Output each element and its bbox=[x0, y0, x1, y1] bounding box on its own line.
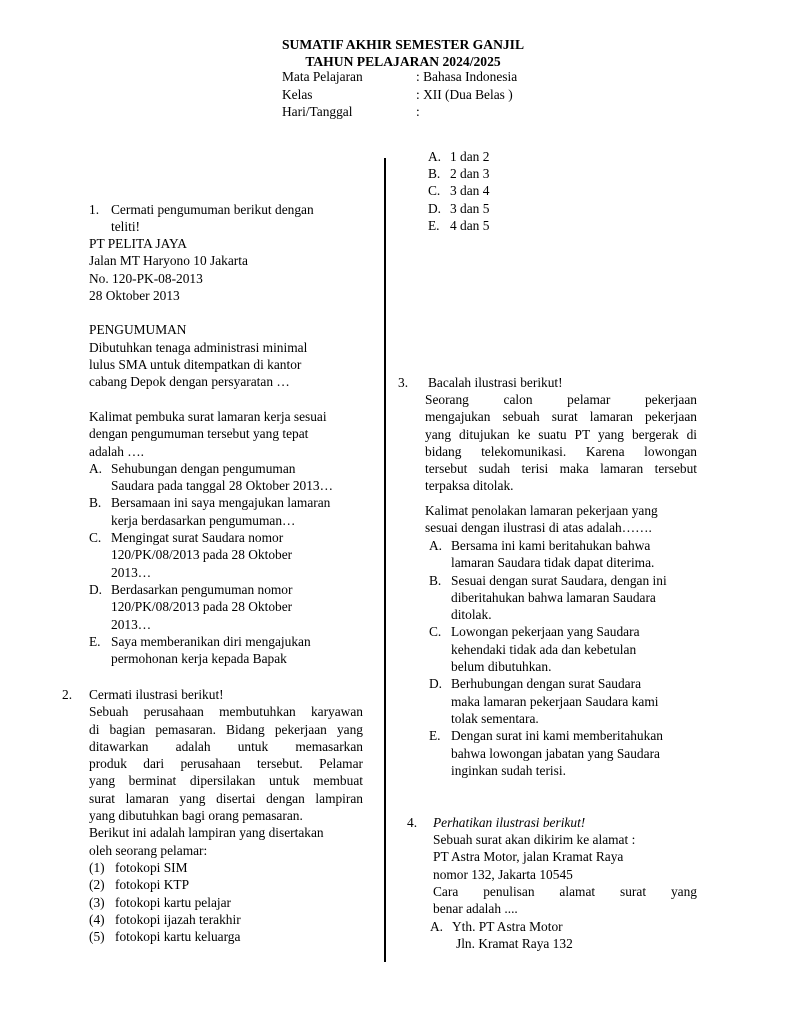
letter-company: PT PELITA JAYA bbox=[89, 236, 187, 251]
option-text: 120/PK/08/2013 pada 28 Oktober bbox=[111, 599, 293, 615]
body-line: oleh seorang pelamar: bbox=[89, 842, 208, 858]
attachment-item bbox=[89, 894, 363, 911]
option-text: kehendaki tidak ada dan kebetulan bbox=[451, 641, 637, 657]
option-c[interactable] bbox=[429, 623, 709, 675]
question-line: Kalimat pembuka surat lamaran kerja sesuai bbox=[89, 408, 327, 424]
question-3-question bbox=[425, 502, 705, 537]
question-line: Kalimat penolakan lamaran pekerjaan yang bbox=[425, 503, 658, 518]
meta-label: Kelas bbox=[282, 87, 313, 102]
option-text: Yth. PT Astra Motor bbox=[452, 919, 563, 934]
prompt-line: teliti! bbox=[111, 219, 141, 235]
body-line: terpaksa ditolak. bbox=[425, 478, 514, 494]
body-line: mengajukan sebuah surat lamaran pekerjaan bbox=[425, 409, 697, 425]
question-2-body bbox=[89, 686, 363, 945]
attachment-text: fotokopi kartu pelajar bbox=[115, 894, 232, 910]
option-c[interactable] bbox=[428, 182, 489, 199]
question-1-prompt bbox=[111, 201, 314, 236]
body-line: produk dari perusahaan tersebut. Pelamar bbox=[89, 756, 363, 772]
attachment-item bbox=[89, 928, 363, 945]
option-text: bahwa lowongan jabatan yang Saudara bbox=[451, 745, 660, 761]
attachment-key: (5) bbox=[89, 929, 105, 945]
option-a[interactable] bbox=[428, 148, 489, 165]
option-b[interactable] bbox=[89, 494, 363, 529]
meta-label: Mata Pelajaran bbox=[282, 69, 363, 84]
letter-number: No. 120-PK-08-2013 bbox=[89, 270, 203, 286]
option-text: Berhubungan dengan surat Saudara bbox=[451, 676, 642, 692]
option-d[interactable] bbox=[429, 675, 709, 727]
body-line: bidang telekomunikasi. Karena lowongan bbox=[425, 443, 697, 459]
body-line: yang dibutuhkan bagi orang pemasaran. bbox=[89, 808, 303, 824]
option-key: C. bbox=[429, 624, 442, 640]
option-key: B. bbox=[428, 166, 441, 181]
option-key: E. bbox=[89, 633, 101, 649]
option-key: D. bbox=[428, 200, 442, 216]
option-text: lamaran Saudara tidak dapat diterima. bbox=[451, 555, 655, 571]
attachment-key: (3) bbox=[89, 894, 105, 910]
question-2-options bbox=[428, 148, 489, 234]
option-text: ditolak. bbox=[451, 607, 492, 623]
option-key: A. bbox=[89, 460, 103, 476]
body-line: tersebut sudah terisi maka lamaran tersebut bbox=[425, 461, 697, 477]
question-3-body bbox=[425, 391, 697, 495]
option-text: 3 dan 4 bbox=[450, 183, 490, 199]
option-a[interactable] bbox=[429, 537, 709, 572]
body-line: PT Astra Motor, jalan Kramat Raya bbox=[433, 849, 624, 865]
question-4-body bbox=[433, 831, 697, 917]
meta-value: : XII (Dua Belas ) bbox=[416, 87, 513, 102]
meta-value: : bbox=[416, 104, 420, 119]
option-text: 1 dan 2 bbox=[450, 148, 490, 164]
question-4-prompt: Perhatikan ilustrasi berikut! bbox=[433, 815, 586, 830]
option-b[interactable] bbox=[429, 572, 709, 624]
academic-year: TAHUN PELAJARAN 2024/2025 bbox=[305, 54, 501, 69]
option-text: 3 dan 5 bbox=[450, 200, 490, 216]
question-line: benar adalah .... bbox=[433, 901, 518, 917]
option-e[interactable] bbox=[89, 633, 363, 668]
attachment-key: (4) bbox=[89, 911, 105, 927]
option-text: diberitahukan bahwa lamaran Saudara bbox=[451, 589, 656, 605]
question-2-number: 2. bbox=[62, 687, 73, 702]
letter-address: Jalan MT Haryono 10 Jakarta bbox=[89, 253, 248, 269]
body-line: Sebuah surat akan dikirim ke alamat : bbox=[433, 832, 636, 847]
option-key: A. bbox=[429, 538, 443, 553]
option-text: kerja berdasarkan pengumuman… bbox=[111, 512, 296, 528]
option-text: 120/PK/08/2013 pada 28 Oktober bbox=[111, 547, 293, 563]
exam-title: SUMATIF AKHIR SEMESTER GANJIL bbox=[281, 37, 525, 52]
body-line: yang berminat dipersilakan untuk membuat bbox=[89, 773, 363, 789]
option-c[interactable] bbox=[89, 529, 363, 581]
option-key: A. bbox=[428, 148, 442, 164]
option-key: D. bbox=[429, 676, 443, 692]
option-text: 2 dan 3 bbox=[450, 166, 490, 181]
option-b[interactable] bbox=[428, 165, 489, 182]
option-key: B. bbox=[89, 495, 102, 511]
option-text: Sehubungan dengan pengumuman bbox=[111, 460, 296, 476]
option-d[interactable] bbox=[89, 581, 363, 633]
column-divider bbox=[384, 158, 386, 962]
letter-date: 28 Oktober 2013 bbox=[89, 287, 180, 303]
question-4-number: 4. bbox=[407, 815, 418, 830]
question-1-number: 1. bbox=[89, 202, 100, 217]
option-key: B. bbox=[429, 572, 442, 588]
attachment-text: fotokopi ijazah terakhir bbox=[115, 911, 241, 927]
question-3-options bbox=[429, 537, 709, 779]
question-2-options-clip bbox=[428, 148, 708, 240]
option-text: Dengan surat ini kami memberitahukan bbox=[451, 728, 663, 744]
option-text: Saya memberanikan diri mengajukan bbox=[111, 633, 311, 649]
option-key: D. bbox=[89, 581, 103, 597]
option-text: Lowongan pekerjaan yang Saudara bbox=[451, 624, 640, 640]
option-key: C. bbox=[428, 183, 441, 199]
body-line: ditawarkan adalah untuk memasarkan bbox=[89, 738, 363, 754]
option-text: 2013… bbox=[111, 616, 152, 632]
body-line: Seorang calon pelamar pekerjaan bbox=[425, 392, 697, 407]
option-text: 4 dan 5 bbox=[450, 217, 490, 233]
option-key: E. bbox=[429, 728, 441, 744]
option-text: Jln. Kramat Raya 132 bbox=[456, 936, 573, 952]
body-line: Berikut ini adalah lampiran yang disertakan bbox=[89, 825, 324, 841]
body-line: surat lamaran yang disertai dengan lampiran bbox=[89, 790, 363, 806]
question-3-prompt: Bacalah ilustrasi berikut! bbox=[428, 375, 563, 390]
option-e[interactable] bbox=[429, 727, 709, 779]
question-1-body bbox=[89, 235, 363, 667]
body-line: di bagian pemasaran. Bidang pekerjaan yang bbox=[89, 721, 363, 737]
question-3-number: 3. bbox=[398, 375, 409, 390]
option-text: Bersamaan ini saya mengajukan lamaran bbox=[111, 495, 331, 511]
option-text: Sesuai dengan surat Saudara, dengan ini bbox=[451, 572, 667, 588]
body-line: nomor 132, Jakarta 10545 bbox=[433, 866, 573, 882]
attachment-text: fotokopi KTP bbox=[115, 877, 190, 893]
announcement-line: lulus SMA untuk ditempatkan di kantor bbox=[89, 357, 302, 373]
announcement-line: Dibutuhkan tenaga administrasi minimal bbox=[89, 339, 308, 355]
option-text: maka lamaran pekerjaan Saudara kami bbox=[451, 693, 659, 709]
option-d[interactable] bbox=[428, 200, 489, 217]
attachment-text: fotokopi kartu keluarga bbox=[115, 929, 241, 945]
question-line: dengan pengumuman tersebut yang tepat bbox=[89, 426, 309, 442]
attachment-key: (1) bbox=[89, 859, 105, 875]
question-line: adalah …. bbox=[89, 443, 145, 459]
meta-label: Hari/Tanggal bbox=[282, 104, 353, 119]
option-text: Berdasarkan pengumuman nomor bbox=[111, 581, 293, 597]
option-key: A. bbox=[430, 919, 444, 934]
option-text: 2013… bbox=[111, 564, 152, 580]
option-e[interactable] bbox=[428, 217, 489, 234]
option-a[interactable] bbox=[89, 460, 363, 495]
question-line: Cara penulisan alamat surat yang bbox=[433, 883, 697, 899]
announcement-line: cabang Depok dengan persyaratan … bbox=[89, 374, 290, 390]
attachment-key: (2) bbox=[89, 877, 105, 893]
question-2-prompt: Cermati ilustrasi berikut! bbox=[89, 687, 224, 702]
attachment-item bbox=[89, 876, 363, 893]
option-text: permohonan kerja kepada Bapak bbox=[111, 651, 287, 667]
attachment-item bbox=[89, 859, 363, 876]
meta-value: : Bahasa Indonesia bbox=[416, 69, 518, 84]
question-line: sesuai dengan ilustrasi di atas adalah……. bbox=[425, 520, 652, 536]
option-text: inginkan sudah terisi. bbox=[451, 762, 566, 778]
attachment-text: fotokopi SIM bbox=[115, 859, 188, 875]
option-text: Bersama ini kami beritahukan bahwa bbox=[451, 538, 651, 553]
option-text: belum dibutuhkan. bbox=[451, 659, 552, 675]
option-text: Mengingat surat Saudara nomor bbox=[111, 530, 284, 546]
question-4-option-a[interactable] bbox=[430, 918, 700, 953]
attachment-item bbox=[89, 911, 363, 928]
prompt-line: Cermati pengumuman berikut dengan bbox=[111, 202, 314, 217]
option-key: E. bbox=[428, 217, 440, 233]
option-text: Saudara pada tanggal 28 Oktober 2013… bbox=[111, 478, 333, 494]
option-text: tolak sementara. bbox=[451, 710, 539, 726]
body-line: Sebuah perusahaan membutuhkan karyawan bbox=[89, 704, 363, 720]
option-key: C. bbox=[89, 530, 102, 546]
body-line: yang ditujukan ke suatu PT yang bergerak di bbox=[425, 426, 697, 442]
announcement-title: PENGUMUMAN bbox=[89, 322, 187, 338]
